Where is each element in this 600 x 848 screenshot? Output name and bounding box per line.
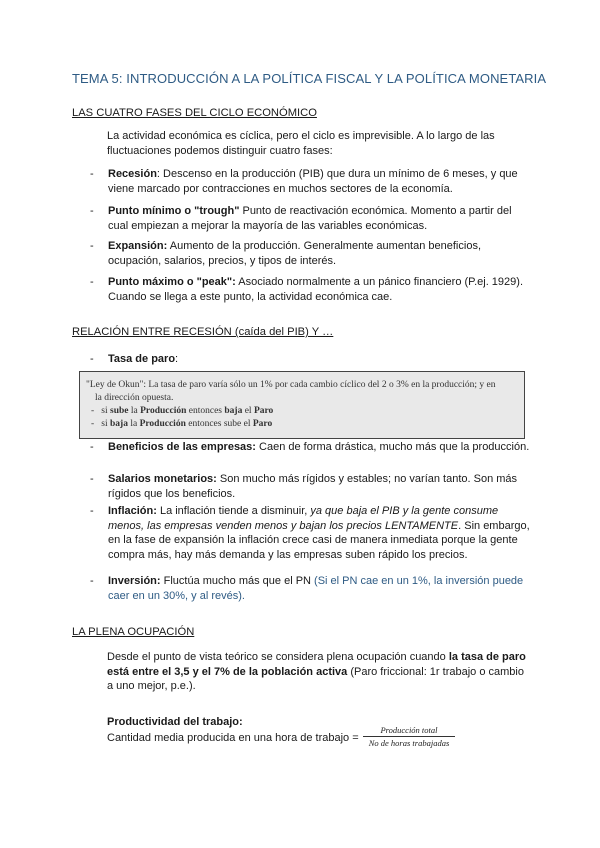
item-term: Salarios monetarios: xyxy=(108,473,217,485)
item-text: Caen de forma drástica, mucho más que la producción. xyxy=(255,441,530,453)
paragraph-text: Desde el punto de vista teórico se considera plena ocupación cuando xyxy=(107,651,449,663)
list-item xyxy=(72,167,532,196)
list-item-salarios xyxy=(72,472,532,501)
item-text-italic: ya que baja el PIB y la gente consume menos, las empresas venden menos y bajan los precios LENTAMENTE xyxy=(108,505,499,532)
okun-text: si xyxy=(101,406,111,416)
list-item-inversion xyxy=(72,574,532,603)
okun-text: Paro xyxy=(252,419,273,429)
item-text: Asociado normalmente a un pánico financiero (P.ej. 1929). Cuando se llega a este punto, la actividad económica cae. xyxy=(108,276,523,303)
okun-text: baja xyxy=(224,406,243,416)
bullet-dash: - xyxy=(90,441,94,453)
item-term: Recesión xyxy=(108,168,157,180)
bullet-dash: - xyxy=(90,353,94,365)
plena-ocupacion-paragraph xyxy=(107,650,527,694)
item-term: Expansión: xyxy=(108,240,168,252)
okun-text: entonces sube el xyxy=(185,419,253,429)
fraction-numerator: Producción total xyxy=(363,725,455,737)
okun-text: la xyxy=(127,419,140,429)
okun-text: Paro xyxy=(253,406,274,416)
okun-text: Producción xyxy=(139,419,186,429)
list-item xyxy=(72,275,532,304)
productividad-heading xyxy=(107,715,243,730)
item-term: Tasa de paro xyxy=(108,353,176,365)
item-text-note: (Si el PN cae en un 1%, la inversión puede caer en un 30%, y al revés). xyxy=(108,575,524,602)
okun-text: si xyxy=(101,419,111,429)
bullet-dash: - xyxy=(90,240,94,252)
item-term: Inflación: xyxy=(108,505,157,517)
okun-law-box xyxy=(79,371,525,439)
bullet-dash: - xyxy=(90,473,94,485)
page-title: TEMA 5: INTRODUCCIÓN A LA POLÍTICA FISCAL Y LA POLÍTICA MONETARIA xyxy=(72,71,547,86)
section-heading-fases: LAS CUATRO FASES DEL CICLO ECONÓMICO xyxy=(72,107,317,119)
paragraph-bold: la tasa de paro está entre el 3,5 y el 7% de la población activa xyxy=(107,651,526,678)
okun-text: Producción xyxy=(140,406,187,416)
intro-paragraph: La actividad económica es cíclica, pero el ciclo es imprevisible. A lo largo de las fluctuaciones podemos distinguir cuatro fases: xyxy=(107,130,495,157)
bullet-dash: - xyxy=(90,575,94,587)
okun-line: la dirección opuesta. xyxy=(95,393,174,403)
fraction-denominator: No de horas trabajadas xyxy=(368,738,450,748)
item-text: : Descenso en la producción (PIB) que dura un mínimo de 6 meses, y que viene marcado por contracciones en muchos sectores de la economía. xyxy=(108,168,518,195)
item-text: Fluctúa mucho más que el PN xyxy=(160,575,315,587)
item-term: Punto máximo o "peak": xyxy=(108,276,236,288)
item-text: Son mucho más rígidos y estables; no varían tanto. Son más rígidos que los beneficios. xyxy=(108,473,518,500)
list-item xyxy=(72,204,532,233)
item-text: . Sin embargo, en la fase de expansión la inflación crece casi de manera inmediata porque la gente compra más, hay más demanda y las empresas suben rápido los precios. xyxy=(108,519,530,561)
item-text: La inflación tiende a disminuir, xyxy=(156,505,311,517)
okun-text: sube xyxy=(110,406,129,416)
bullet-dash: - xyxy=(90,205,94,217)
bullet-dash: - xyxy=(90,168,94,180)
list-item-inflacion xyxy=(72,504,532,562)
okun-text: la xyxy=(128,406,141,416)
okun-line: "Ley de Okun": La tasa de paro varía sólo un 1% por cada cambio cíclico del 2 o 3% en la producción; y en xyxy=(86,380,496,390)
bullet-dash: - xyxy=(91,406,95,416)
section-heading-relacion: RELACIÓN ENTRE RECESIÓN (caída del PIB) Y … xyxy=(72,326,334,338)
item-term: Beneficios de las empresas: xyxy=(108,441,256,453)
item-term: Inversión: xyxy=(108,575,161,587)
productividad-heading-text: Productividad del trabajo: xyxy=(107,716,243,728)
item-text: Aumento de la producción. Generalmente aumentan beneficios, ocupación, salarios, precios, y tipos de interés. xyxy=(108,240,481,267)
item-term: Punto mínimo o "trough" xyxy=(108,205,240,217)
list-item-paro xyxy=(72,352,532,367)
item-text: : xyxy=(175,353,179,365)
okun-bullet xyxy=(86,405,516,418)
bullet-dash: - xyxy=(91,419,95,429)
okun-text: entonces xyxy=(186,406,225,416)
section-heading-plena-ocupacion: LA PLENA OCUPACIÓN xyxy=(72,626,195,638)
list-item xyxy=(72,239,532,268)
okun-text: el xyxy=(242,406,254,416)
list-item-beneficios xyxy=(72,440,532,455)
okun-bullet xyxy=(86,418,516,431)
bullet-dash: - xyxy=(90,505,94,517)
bullet-dash: - xyxy=(90,276,94,288)
productividad-text: Cantidad media producida en una hora de trabajo = xyxy=(107,732,359,744)
productividad-fraction xyxy=(363,725,455,748)
okun-text: baja xyxy=(110,419,128,429)
paragraph-text: (Paro friccional: 1r trabajo o cambio a uno mejor, p.e.). xyxy=(107,665,524,692)
item-text: Punto de reactivación económica. Momento a partir del cual empiezan a mejorar la mayoría de las variables económicas. xyxy=(108,205,512,232)
